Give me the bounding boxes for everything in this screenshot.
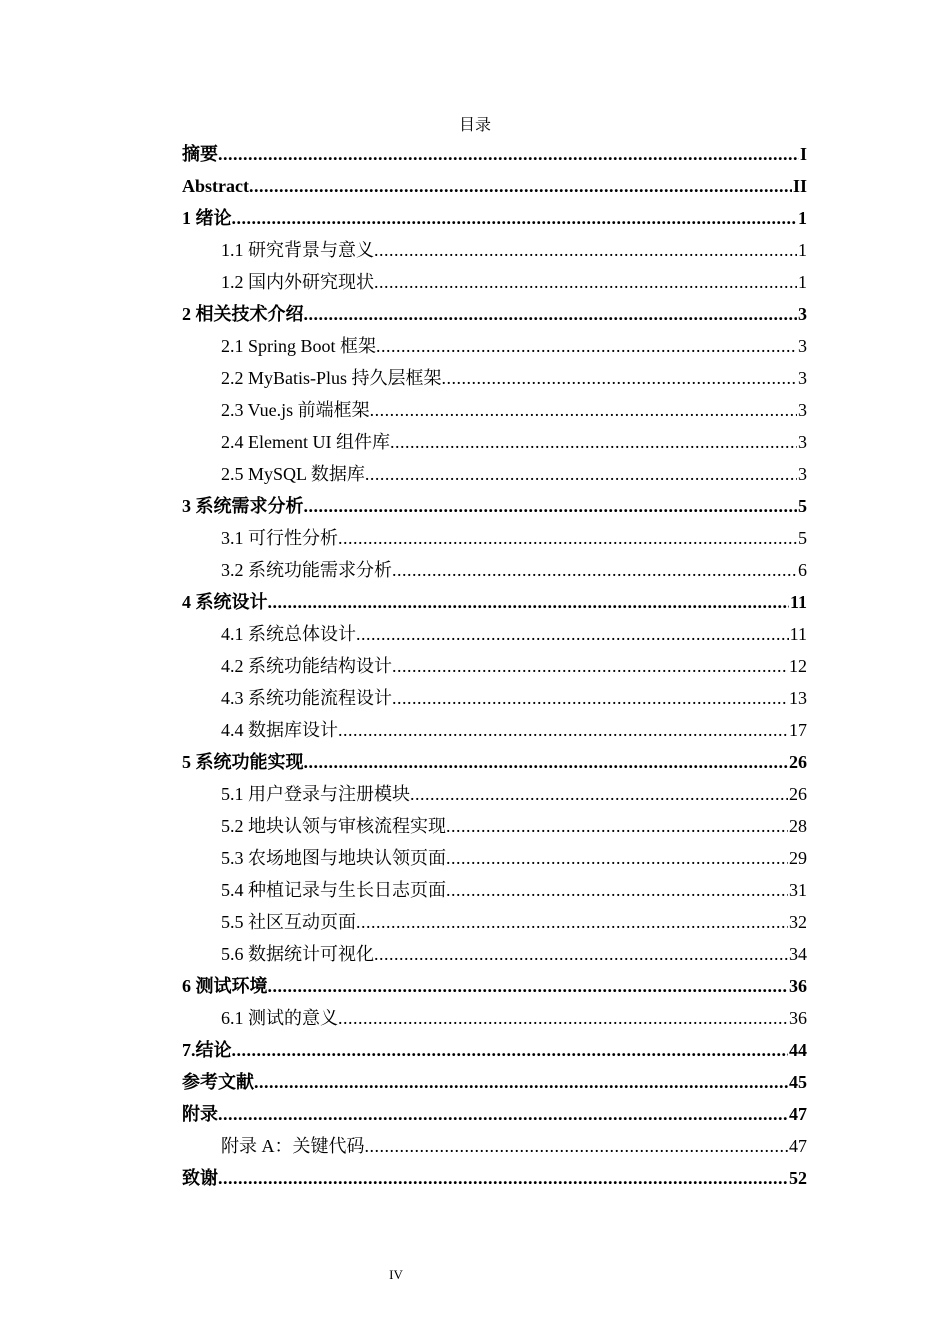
toc-entry[interactable] [182,682,807,714]
toc-entry[interactable] [182,810,807,842]
toc-entry-page: 3 [798,432,807,452]
toc-entry-page: 3 [798,368,807,388]
toc-entry[interactable] [182,170,807,202]
toc-entry-page: 31 [789,880,807,900]
toc-leader-dots [446,874,788,906]
toc-entry-page: 12 [789,656,807,676]
toc-entry-label: 5.2 地块认领与审核流程实现 [221,816,446,836]
toc-entry[interactable] [182,1098,807,1130]
toc-leader-dots [374,234,797,266]
toc-entry-page: 45 [789,1072,807,1092]
toc-entry[interactable] [182,714,807,746]
toc-entry-label: 2.1 Spring Boot 框架 [221,336,377,356]
toc-entry[interactable] [182,938,807,970]
toc-entry-page: 17 [789,720,807,740]
toc-entry[interactable] [182,330,807,362]
toc-entry-page: 47 [789,1104,807,1124]
toc-entry[interactable] [182,1034,807,1066]
toc-entry-label: 2.2 MyBatis-Plus 持久层框架 [221,368,442,388]
toc-leader-dots [232,202,798,234]
toc-leader-dots [390,426,797,458]
toc-entry-page: 3 [798,464,807,484]
toc-entry-page: 1 [798,240,807,260]
toc-entry-page: 3 [798,400,807,420]
toc-entry[interactable] [182,1066,807,1098]
toc-entry-page: 11 [789,624,807,644]
toc-entry[interactable] [182,522,807,554]
toc-entry[interactable] [182,842,807,874]
toc-entry-label: 2.3 Vue.js 前端框架 [221,400,370,420]
toc-entry-label: 5 系统功能实现 [182,752,304,772]
toc-entry[interactable] [182,618,807,650]
toc-leader-dots [232,1034,789,1066]
toc-entry-page: 6 [798,560,807,580]
toc-entry-label: 3.2 系统功能需求分析 [221,560,392,580]
toc-entry-label: 3.1 可行性分析 [221,528,338,548]
toc-entry[interactable] [182,458,807,490]
toc-entry-label: Abstract [182,176,249,196]
toc-entry-page: 1 [798,208,807,228]
toc-entry[interactable] [182,202,807,234]
toc-leader-dots [268,586,789,618]
toc-entry-label: 附录 [182,1104,218,1124]
toc-entry[interactable] [182,746,807,778]
toc-entry-label: 参考文献 [182,1072,254,1092]
toc-entry[interactable] [182,1002,807,1034]
toc-entry[interactable] [182,362,807,394]
toc-entry-label: 7.结论 [182,1040,232,1060]
toc-entry-page: II [792,176,807,196]
toc-entry-label: 5.1 用户登录与注册模块 [221,784,410,804]
toc-leader-dots [218,138,799,170]
toc-entry-page: I [799,144,807,164]
toc-entry-label: 4.2 系统功能结构设计 [221,656,392,676]
toc-leader-dots [249,170,792,202]
toc-entry[interactable] [182,1162,807,1194]
toc-entry[interactable] [182,394,807,426]
toc-entry-page: 44 [789,1040,807,1060]
toc-entry-page: 5 [798,496,807,516]
toc-entry[interactable] [182,490,807,522]
toc-leader-dots [370,394,797,426]
toc-leader-dots [218,1098,788,1130]
toc-leader-dots [356,618,789,650]
toc-entry[interactable] [182,906,807,938]
toc-leader-dots [304,746,789,778]
toc-leader-dots [376,330,797,362]
toc-entry-page: 36 [789,1008,807,1028]
toc-entry-page: 36 [789,976,807,996]
toc-entry-page: 47 [789,1136,807,1156]
toc-leader-dots [254,1066,788,1098]
toc-entry-label: 2 相关技术介绍 [182,304,304,324]
toc-entry-page: 3 [798,336,807,356]
toc-leader-dots [304,298,798,330]
toc-entry-page: 26 [789,752,807,772]
toc-entry-label: 5.6 数据统计可视化 [221,944,374,964]
toc-entry-label: 2.5 MySQL 数据库 [221,464,365,484]
toc-entry[interactable] [182,1130,807,1162]
toc-leader-dots [374,938,788,970]
toc-leader-dots [218,1162,788,1194]
toc-entry-page: 1 [798,272,807,292]
toc-leader-dots [392,682,788,714]
toc-leader-dots [338,1002,788,1034]
toc-leader-dots [365,1130,789,1162]
toc-entry-page: 32 [789,912,807,932]
toc-entry-label: 1.2 国内外研究现状 [221,272,374,292]
toc-entry-page: 11 [789,592,807,612]
toc-leader-dots [392,650,788,682]
toc-entry-label: 5.4 种植记录与生长日志页面 [221,880,446,900]
toc-entry-page: 34 [789,944,807,964]
table-of-contents [182,138,807,1194]
toc-entry-label: 摘要 [182,144,218,164]
toc-entry[interactable] [182,650,807,682]
toc-entry-label: 2.4 Element UI 组件库 [221,432,390,452]
toc-entry-page: 26 [789,784,807,804]
toc-entry-label: 4.1 系统总体设计 [221,624,356,644]
toc-entry-page: 29 [789,848,807,868]
toc-leader-dots [374,266,797,298]
toc-entry-label: 6 测试环境 [182,976,268,996]
toc-entry[interactable] [182,234,807,266]
toc-title: 目录 [458,117,491,134]
toc-entry-label: 5.3 农场地图与地块认领页面 [221,848,446,868]
toc-entry-page: 5 [798,528,807,548]
toc-entry-label: 3 系统需求分析 [182,496,304,516]
toc-entry[interactable] [182,586,807,618]
toc-entry-label: 4.3 系统功能流程设计 [221,688,392,708]
page-number: IV [389,1267,403,1282]
toc-leader-dots [268,970,789,1002]
toc-leader-dots [446,810,788,842]
toc-entry[interactable] [182,970,807,1002]
toc-entry-label: 附录 A：关键代码 [221,1136,365,1156]
toc-entry[interactable] [182,554,807,586]
toc-leader-dots [392,554,797,586]
toc-entry-page: 28 [789,816,807,836]
toc-entry[interactable] [182,266,807,298]
toc-entry-page: 13 [789,688,807,708]
toc-entry[interactable] [182,298,807,330]
toc-entry[interactable] [182,778,807,810]
toc-entry-label: 4 系统设计 [182,592,268,612]
toc-entry-label: 1 绪论 [182,208,232,228]
toc-entry-label: 6.1 测试的意义 [221,1008,338,1028]
toc-leader-dots [365,458,797,490]
toc-leader-dots [356,906,788,938]
toc-leader-dots [410,778,788,810]
toc-leader-dots [338,714,788,746]
toc-entry[interactable] [182,426,807,458]
toc-entry[interactable] [182,138,807,170]
toc-entry-label: 致谢 [182,1168,218,1188]
toc-entry-page: 3 [798,304,807,324]
toc-entry-label: 5.5 社区互动页面 [221,912,356,932]
toc-entry-page: 52 [789,1168,807,1188]
toc-leader-dots [442,362,797,394]
toc-leader-dots [304,490,798,522]
toc-entry-label: 4.4 数据库设计 [221,720,338,740]
toc-entry-label: 1.1 研究背景与意义 [221,240,374,260]
toc-leader-dots [338,522,797,554]
toc-leader-dots [446,842,788,874]
toc-entry[interactable] [182,874,807,906]
